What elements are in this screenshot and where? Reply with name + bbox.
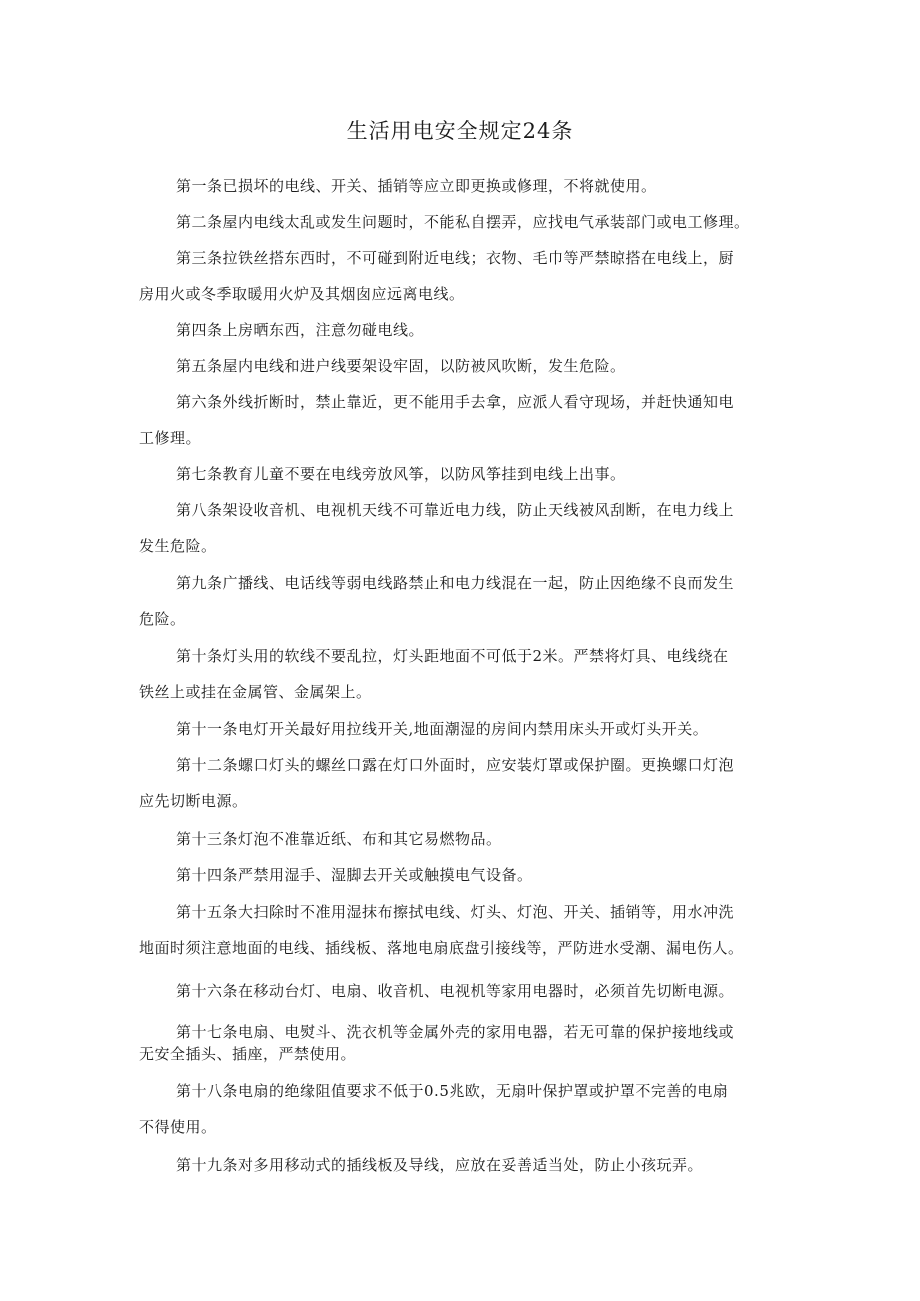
- article-2: [139, 204, 789, 240]
- article-line: 第六条外线折断时，禁止靠近，更不能用手去拿，应派人看守现场，并赶快通知电: [176, 393, 735, 411]
- article-line: 房用火或冬季取暖用火炉及其烟囱应远离电线。: [139, 285, 465, 303]
- article-1: [139, 168, 789, 204]
- article-13: [139, 821, 789, 857]
- article-line: 第八条架设收音机、电视机天线不可靠近电力线，防止天线被风刮断，在电力线上: [176, 501, 735, 519]
- article-8: [139, 492, 789, 564]
- article-line: 第十七条电扇、电熨斗、洗衣机等金属外壳的家用电器，若无可靠的保护接地线或: [176, 1023, 735, 1041]
- article-11: [139, 711, 789, 747]
- article-3: [139, 240, 789, 312]
- article-line: 第十五条大扫除时不准用湿抹布擦拭电线、灯头、灯泡、开关、插销等，用水冲洗: [176, 903, 735, 921]
- article-line: 第十八条电扇的绝缘阻值要求不低于0.5兆欧，无扇叶保护罩或护罩不完善的电扇: [176, 1082, 729, 1100]
- article-line: 无安全插头、插座，严禁使用。: [139, 1045, 357, 1063]
- article-line: 第三条拉铁丝搭东西时，不可碰到附近电线；衣物、毛巾等严禁晾搭在电线上，厨: [176, 249, 735, 267]
- article-line: 工修理。: [139, 429, 202, 447]
- article-line: 第一条已损坏的电线、开关、插销等应立即更换或修理，不将就使用。: [176, 177, 657, 195]
- document-title: 生活用电安全规定24条: [346, 119, 574, 143]
- article-line: 地面时须注意地面的电线、插线板、落地电扇底盘引接线等，严防进水受潮、漏电伤人。: [139, 939, 744, 957]
- article-line: 第十三条灯泡不准靠近纸、布和其它易燃物品。: [176, 830, 502, 848]
- article-17: [139, 1021, 789, 1065]
- article-line: 第七条教育儿童不要在电线旁放风筝，以防风筝挂到电线上出事。: [176, 465, 626, 483]
- article-line: 第五条屋内电线和进户线要架设牢固，以防被风吹断，发生危险。: [176, 357, 626, 375]
- article-6: [139, 384, 789, 456]
- article-line: 不得使用。: [139, 1118, 217, 1136]
- article-10: [139, 638, 789, 710]
- article-line: 第二条屋内电线太乱或发生问题时，不能私自摆弄，应找电气承装部门或电工修理。: [176, 213, 750, 231]
- article-line: 第十六条在移动台灯、电扇、收音机、电视机等家用电器时，必须首先切断电源。: [176, 982, 735, 1000]
- article-line: 应先切断电源。: [139, 792, 248, 810]
- article-line: 发生危险。: [139, 537, 217, 555]
- article-9: [139, 565, 789, 637]
- article-line: 第九条广播线、电话线等弱电线路禁止和电力线混在一起，防止因绝缘不良而发生: [176, 574, 735, 592]
- article-line: 第四条上房晒东西，注意勿碰电线。: [176, 321, 425, 339]
- article-14: [139, 857, 789, 893]
- article-19: [139, 1147, 789, 1183]
- article-7: [139, 456, 789, 492]
- article-18: [139, 1073, 789, 1145]
- article-15: [139, 894, 789, 966]
- article-line: 第十二条螺口灯头的螺丝口露在灯口外面时，应安装灯罩或保护圈。更换螺口灯泡: [176, 756, 735, 774]
- article-5: [139, 348, 789, 384]
- article-line: 铁丝上或挂在金属管、金属架上。: [139, 683, 372, 701]
- article-4: [139, 312, 789, 348]
- article-line: 第十九条对多用移动式的插线板及导线，应放在妥善适当处，防止小孩玩弄。: [176, 1156, 704, 1174]
- article-line: 第十条灯头用的软线不要乱拉，灯头距地面不可低于2米。严禁将灯具、电线绕在: [176, 647, 729, 665]
- article-16: [139, 973, 789, 1009]
- article-12: [139, 747, 789, 819]
- article-line: 第十一条电灯开关最好用拉线开关,地面潮湿的房间内禁用床头开或灯头开关。: [176, 720, 709, 738]
- article-line: 第十四条严禁用湿手、湿脚去开关或触摸电气设备。: [176, 866, 533, 884]
- article-line: 危险。: [139, 610, 186, 628]
